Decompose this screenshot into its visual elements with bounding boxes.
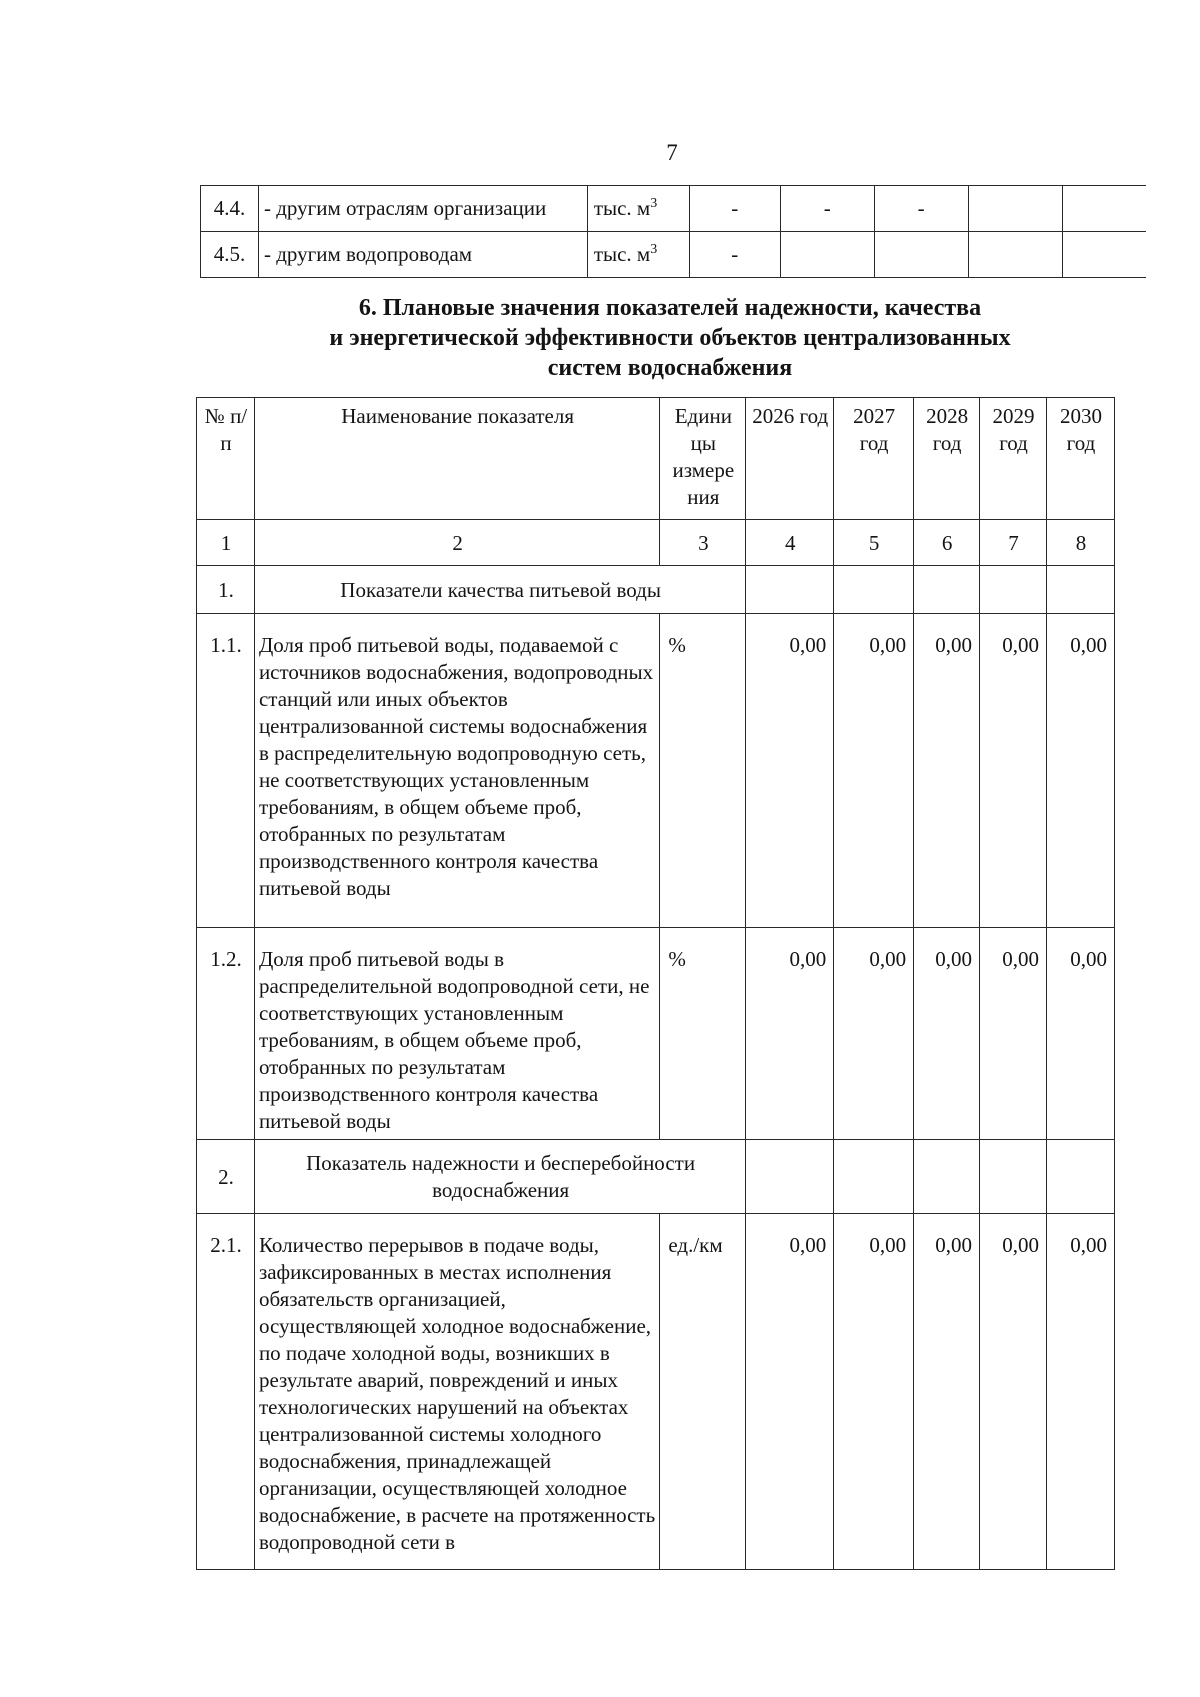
value-cell: 0,00 bbox=[914, 614, 980, 928]
row-name: - другим отраслям организации bbox=[258, 186, 587, 232]
empty-cell bbox=[834, 1140, 914, 1214]
empty-cell bbox=[746, 566, 834, 614]
value-cell: 0,00 bbox=[834, 1214, 914, 1570]
value-cell: 0,00 bbox=[980, 614, 1047, 928]
header-number: № п/п bbox=[197, 398, 255, 520]
value-cell: - bbox=[874, 186, 968, 232]
value-cell: - bbox=[689, 186, 780, 232]
column-index-row bbox=[197, 520, 1115, 566]
empty-cell bbox=[980, 1140, 1047, 1214]
section-name: Показатель надежности и бесперебойности водоснабжения bbox=[254, 1140, 745, 1214]
row-name: - другим водопроводам bbox=[258, 232, 587, 278]
table-row bbox=[201, 186, 1147, 232]
header-year-2030: 2030 год bbox=[1047, 398, 1115, 520]
empty-cell bbox=[914, 566, 980, 614]
section-number: 2. bbox=[197, 1140, 255, 1214]
header-year-2027: 2027 год bbox=[834, 398, 914, 520]
row-number: 4.4. bbox=[201, 186, 259, 232]
value-cell bbox=[874, 232, 968, 278]
section-row bbox=[197, 1140, 1115, 1214]
table-row bbox=[197, 614, 1115, 928]
continued-volume-table bbox=[200, 185, 1146, 278]
empty-cell bbox=[914, 1140, 980, 1214]
value-cell bbox=[780, 232, 874, 278]
section-title-line: и энергетической эффективности объектов централизованных bbox=[329, 325, 1011, 351]
indicator-name: Количество перерывов в подаче воды, зафиксированных в местах исполнения обязательств организацией, осуществляющей холодное водоснабжение, по подаче холодной воды, возникших в результате аварий, повреждений и иных технологических нарушений на объектах централизованной системы холодного водоснабжения, принадлежащей организации, осуществляющей холодное водоснабжение, в расчете на протяженность водопроводной сети в bbox=[254, 1214, 659, 1570]
page-number: 7 bbox=[666, 140, 678, 165]
table-row bbox=[197, 1214, 1115, 1570]
row-number: 1.1. bbox=[197, 614, 255, 928]
header-year-2029: 2029 год bbox=[980, 398, 1047, 520]
indicator-name: Доля проб питьевой воды в распределительной водопроводной сети, не соответствующих установленным требованиям, в общем объеме проб, отобранных по результатам производственного контроля качества питьевой воды bbox=[254, 928, 659, 1140]
row-number: 1.2. bbox=[197, 928, 255, 1140]
header-unit: Едини цы измере ния bbox=[660, 398, 746, 520]
value-cell: 0,00 bbox=[914, 1214, 980, 1570]
row-unit: тыс. $м^3$ bbox=[587, 186, 689, 232]
row-number: 4.5. bbox=[201, 232, 259, 278]
empty-cell bbox=[834, 566, 914, 614]
indicators-table bbox=[196, 397, 1115, 1570]
row-unit: % bbox=[660, 928, 746, 1140]
value-cell: - bbox=[689, 232, 780, 278]
value-cell bbox=[1062, 232, 1146, 278]
value-cell: 0,00 bbox=[980, 928, 1047, 1140]
section-title bbox=[230, 293, 1110, 383]
section-number: 1. bbox=[197, 566, 255, 614]
value-cell: 0,00 bbox=[746, 1214, 834, 1570]
value-cell: 0,00 bbox=[914, 928, 980, 1140]
value-cell: 0,00 bbox=[834, 928, 914, 1140]
section-row bbox=[197, 566, 1115, 614]
value-cell: 0,00 bbox=[746, 614, 834, 928]
table-row bbox=[197, 928, 1115, 1140]
section-name: Показатели качества питьевой воды bbox=[254, 566, 745, 614]
indicator-name: Доля проб питьевой воды, подаваемой с источников водоснабжения, водопроводных станций или иных объектов централизованной системы водоснабжения в распределительную водопроводную сеть, не соответствующих установленным требованиям, в общем объеме проб, отобранных по результатам производственного контроля качества питьевой воды bbox=[254, 614, 659, 928]
value-cell bbox=[968, 186, 1062, 232]
table-row bbox=[201, 232, 1147, 278]
column-index: 7 bbox=[980, 520, 1047, 566]
empty-cell bbox=[980, 566, 1047, 614]
column-index: 5 bbox=[834, 520, 914, 566]
header-name: Наименование показателя bbox=[254, 398, 659, 520]
empty-cell bbox=[1047, 566, 1115, 614]
row-number: 2.1. bbox=[197, 1214, 255, 1570]
row-unit: ед./км bbox=[660, 1214, 746, 1570]
table-header-row bbox=[197, 398, 1115, 520]
value-cell: 0,00 bbox=[980, 1214, 1047, 1570]
header-year-2028: 2028 год bbox=[914, 398, 980, 520]
section-title-line: систем водоснабжения bbox=[547, 355, 793, 381]
value-cell: 0,00 bbox=[1047, 614, 1115, 928]
empty-cell bbox=[746, 1140, 834, 1214]
value-cell: 0,00 bbox=[746, 928, 834, 1140]
value-cell: 0,00 bbox=[1047, 1214, 1115, 1570]
column-index: 3 bbox=[660, 520, 746, 566]
empty-cell bbox=[1047, 1140, 1115, 1214]
header-year-2026: 2026 год bbox=[746, 398, 834, 520]
value-cell: - bbox=[780, 186, 874, 232]
column-index: 8 bbox=[1047, 520, 1115, 566]
column-index: 2 bbox=[254, 520, 659, 566]
row-unit: % bbox=[660, 614, 746, 928]
column-index: 4 bbox=[746, 520, 834, 566]
value-cell bbox=[968, 232, 1062, 278]
value-cell: 0,00 bbox=[1047, 928, 1115, 1140]
row-unit: тыс. $м^3$ bbox=[587, 232, 689, 278]
value-cell bbox=[1062, 186, 1146, 232]
column-index: 1 bbox=[197, 520, 255, 566]
value-cell: 0,00 bbox=[834, 614, 914, 928]
section-title-line: 6. Плановые значения показателей надежности, качества bbox=[358, 295, 982, 321]
column-index: 6 bbox=[914, 520, 980, 566]
